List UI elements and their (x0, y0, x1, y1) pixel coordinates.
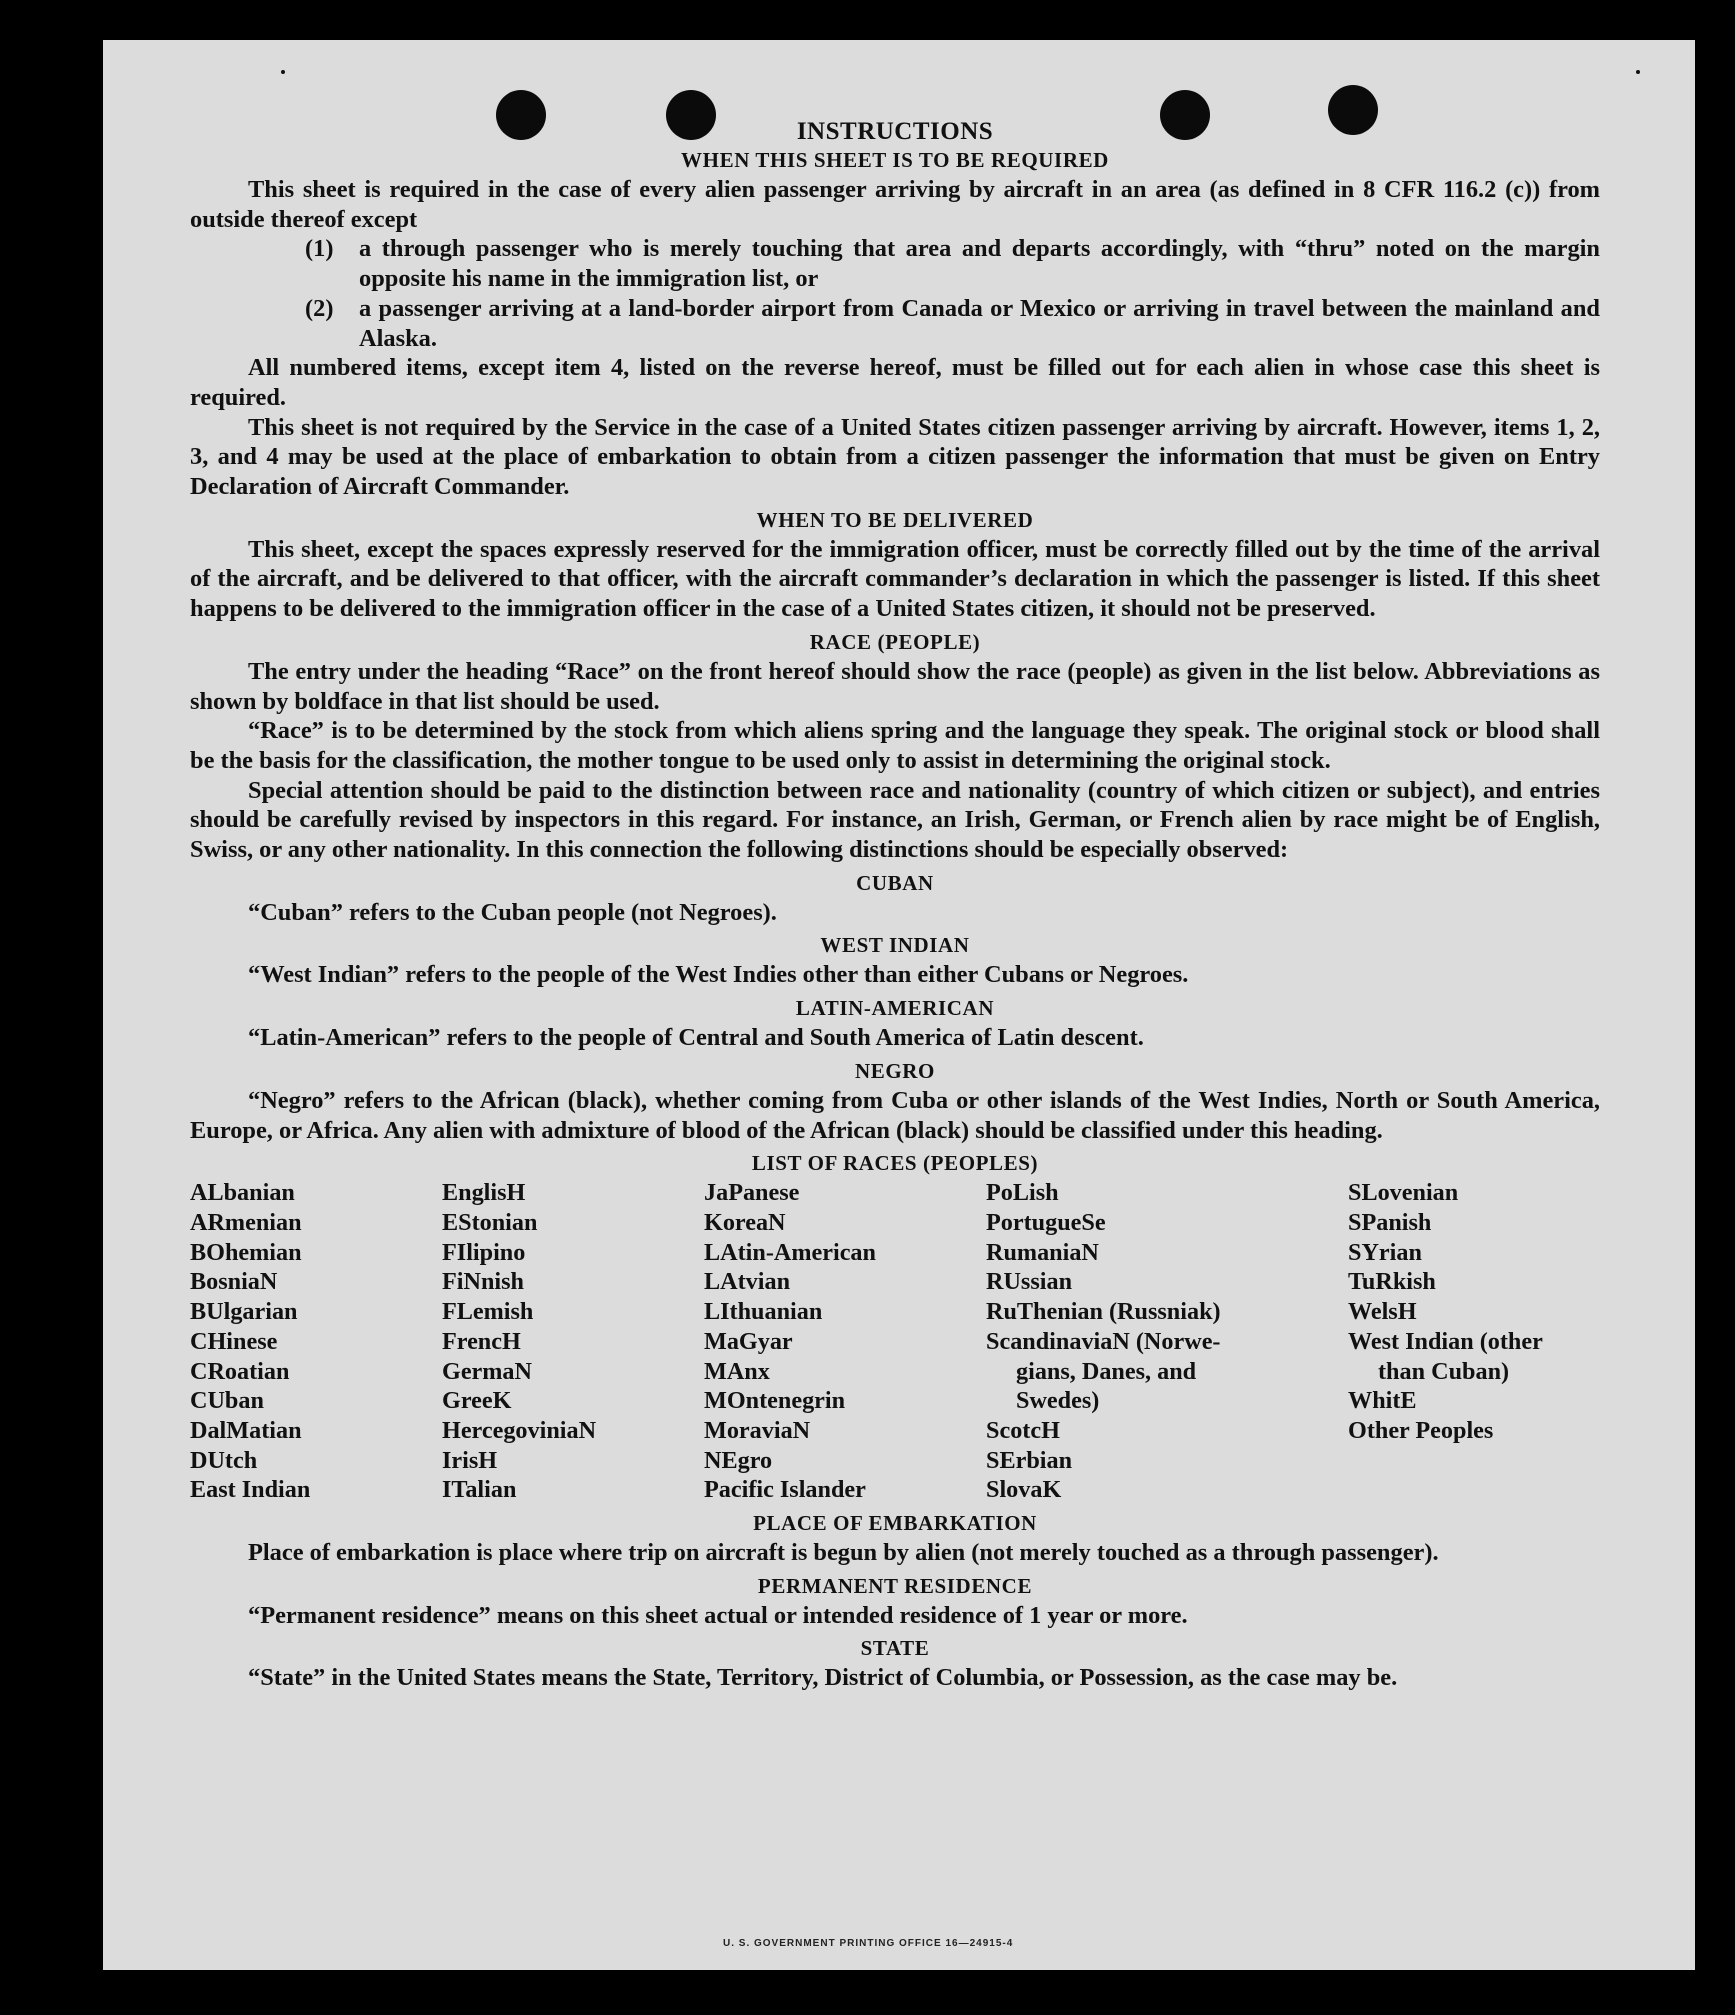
list-item: MAnx (704, 1357, 770, 1385)
negro-paragraph: “Negro” refers to the African (black), whether coming from Cuba or other islands of the West Indies, North or South America, Europe, or Africa. Any alien with admixture of blood of the African (black) should be classified under this heading. (190, 1086, 1600, 1144)
list-item: LIthuanian (704, 1298, 823, 1326)
list-item: BUlgarian (190, 1298, 298, 1326)
heading-race: RACE (PEOPLE) (809, 629, 981, 654)
list-item: RUssian (986, 1268, 1073, 1296)
list-item: FIlipino (442, 1238, 526, 1266)
list-item: ARmenian (190, 1208, 302, 1236)
list-item: LAtin-American (704, 1238, 876, 1266)
list-item: PortugueSe (986, 1208, 1106, 1236)
heading-state: STATE (860, 1636, 930, 1661)
delivered-paragraph: This sheet, except the spaces expressly reserved for the immigration officer, must be correctly filled out by the time of the arrival of the aircraft, and be delivered to that officer, with the aircraft commander’s declaration in which the passenger is listed. If this sheet happens to be delivered to the immigration officer in the case of a United States citizen, it should not be preserved. (190, 535, 1600, 623)
list-item (305, 234, 1600, 293)
list-item: EStonian (442, 1208, 538, 1236)
list-item: DUtch (190, 1446, 258, 1474)
race-column (704, 1178, 986, 1505)
race-column (442, 1178, 704, 1505)
residence-paragraph: “Permanent residence” means on this sheet actual or intended residence of 1 year or more. (248, 1601, 1188, 1629)
item-text: a through passenger who is merely touching that area and departs accordingly, with “thru” noted on the margin opposite his name in the immigration list, or (359, 235, 1600, 293)
list-item: SErbian (986, 1446, 1073, 1474)
list-item: East Indian (190, 1476, 311, 1504)
race-column (190, 1178, 442, 1505)
list-item: MaGyar (704, 1327, 793, 1355)
list-item: TuRkish (1348, 1268, 1436, 1296)
embarkation-paragraph: Place of embarkation is place where trip on aircraft is begun by alien (not merely touched as a through passenger). (248, 1539, 1439, 1567)
list-item: RumaniaN (986, 1238, 1099, 1266)
list-item-continuation: gians, Danes, and (1016, 1357, 1197, 1385)
list-item-continuation: than Cuban) (1378, 1357, 1510, 1385)
speck (1636, 70, 1640, 74)
page-title: INSTRUCTIONS (796, 118, 994, 145)
list-item: WelsH (1348, 1298, 1417, 1326)
list-item (305, 294, 1600, 353)
list-item: DalMatian (190, 1416, 302, 1444)
heading-residence: PERMANENT RESIDENCE (757, 1573, 1033, 1598)
list-item: SLovenian (1348, 1179, 1459, 1207)
list-item: IrisH (442, 1446, 498, 1474)
list-item: PoLish (986, 1179, 1059, 1207)
list-item: West Indian (other (1348, 1327, 1543, 1355)
list-item: EnglisH (442, 1179, 526, 1207)
list-item: JaPanese (704, 1179, 800, 1207)
list-item: CRoatian (190, 1357, 290, 1385)
list-item: RuThenian (Russniak) (986, 1298, 1221, 1326)
race-list (190, 1178, 1600, 1505)
state-paragraph: “State” in the United States means the State, Territory, District of Columbia, or Possession, as the case may be. (248, 1664, 1398, 1692)
list-item: SYrian (1348, 1238, 1422, 1266)
heading-cuban: CUBAN (856, 870, 934, 895)
list-item: NEgro (704, 1446, 773, 1474)
race-column (986, 1178, 1348, 1505)
item-text: a passenger arriving at a land-border airport from Canada or Mexico or arriving in travel between the mainland and Alaska. (359, 294, 1600, 352)
heading-negro: NEGRO (854, 1058, 935, 1083)
list-item: HercegoviniaN (442, 1416, 597, 1444)
list-item: MOntenegrin (704, 1387, 846, 1415)
list-item: WhitE (1348, 1387, 1417, 1415)
race-column (1348, 1178, 1598, 1505)
list-item-continuation: Swedes) (1016, 1387, 1100, 1415)
race-paragraph-2: “Race” is to be determined by the stock from which aliens spring and the language they speak. The original stock or blood shall be the basis for the classification, the mother tongue to be used only to assist in determining the original stock. (190, 717, 1600, 774)
heading-west-indian: WEST INDIAN (820, 933, 970, 958)
list-item: BOhemian (190, 1238, 302, 1266)
list-item: FrencH (442, 1327, 521, 1355)
race-paragraph-1: The entry under the heading “Race” on the front hereof should show the race (people) as given in the list below. Abbreviations as shown by boldface in that list should be used. (190, 657, 1600, 715)
list-item: GermaN (442, 1357, 532, 1385)
list-item: FiNnish (442, 1268, 524, 1296)
list-item: Other Peoples (1348, 1416, 1494, 1444)
list-item: MoraviaN (704, 1416, 811, 1444)
required-paragraph-2: All numbered items, except item 4, listed on the reverse hereof, must be filled out for each alien in whose case this sheet is required. (190, 354, 1600, 411)
heading-latin-american: LATIN-AMERICAN (795, 996, 995, 1021)
speck (281, 70, 285, 74)
list-item: ScotcH (986, 1416, 1060, 1444)
list-item: FLemish (442, 1298, 534, 1326)
list-item: BosniaN (190, 1268, 278, 1296)
instructions-content (190, 118, 1600, 1693)
list-item: Pacific Islander (704, 1476, 866, 1504)
item-number: (2) (305, 294, 334, 322)
heading-delivered: WHEN TO BE DELIVERED (756, 507, 1034, 532)
list-item: GreeK (442, 1387, 512, 1415)
west-indian-paragraph: “West Indian” refers to the people of the West Indies other than either Cubans or Negroes. (248, 961, 1189, 989)
heading-embarkation: PLACE OF EMBARKATION (753, 1511, 1037, 1536)
list-item: CHinese (190, 1327, 278, 1355)
list-item: ALbanian (190, 1179, 295, 1207)
list-item: CUban (190, 1387, 264, 1415)
latin-american-paragraph: “Latin-American” refers to the people of Central and South America of Latin descent. (248, 1024, 1144, 1052)
cuban-paragraph: “Cuban” refers to the Cuban people (not Negroes). (248, 898, 777, 926)
race-paragraph-3: Special attention should be paid to the distinction between race and nationality (country of which citizen or subject), and entries should be carefully revised by inspectors in this regard. For instance, an Irish, German, or French alien by race might be of English, Swiss, or any other nationality. In this connection the following distinctions should be especially observed: (190, 776, 1600, 864)
list-item: LAtvian (704, 1268, 791, 1296)
item-number: (1) (305, 235, 334, 263)
list-item: SPanish (1348, 1208, 1432, 1236)
required-paragraph-3: This sheet is not required by the Service in the case of a United States citizen passenger arriving by aircraft. However, items 1, 2, 3, and 4 may be used at the place of embarkation to obtain from a citizen passenger the information that must be given on Entry Declaration of Aircraft Commander. (190, 413, 1600, 501)
heading-required: WHEN THIS SHEET IS TO BE REQUIRED (681, 148, 1109, 172)
list-item: ScandinaviaN (Norwe- (986, 1327, 1221, 1355)
list-item: ITalian (442, 1476, 517, 1504)
list-item: KoreaN (704, 1208, 786, 1236)
required-intro: This sheet is required in the case of every alien passenger arriving by aircraft in an area (as defined in 8 CFR 116.2 (c)) from outside thereof except (190, 176, 1600, 233)
printer-imprint: U. S. GOVERNMENT PRINTING OFFICE 16—24915-4 (723, 1938, 1014, 1949)
document-sheet (103, 40, 1695, 1970)
heading-list-of-races: LIST OF RACES (PEOPLES) (751, 1151, 1039, 1176)
list-item: SlovaK (986, 1476, 1062, 1504)
